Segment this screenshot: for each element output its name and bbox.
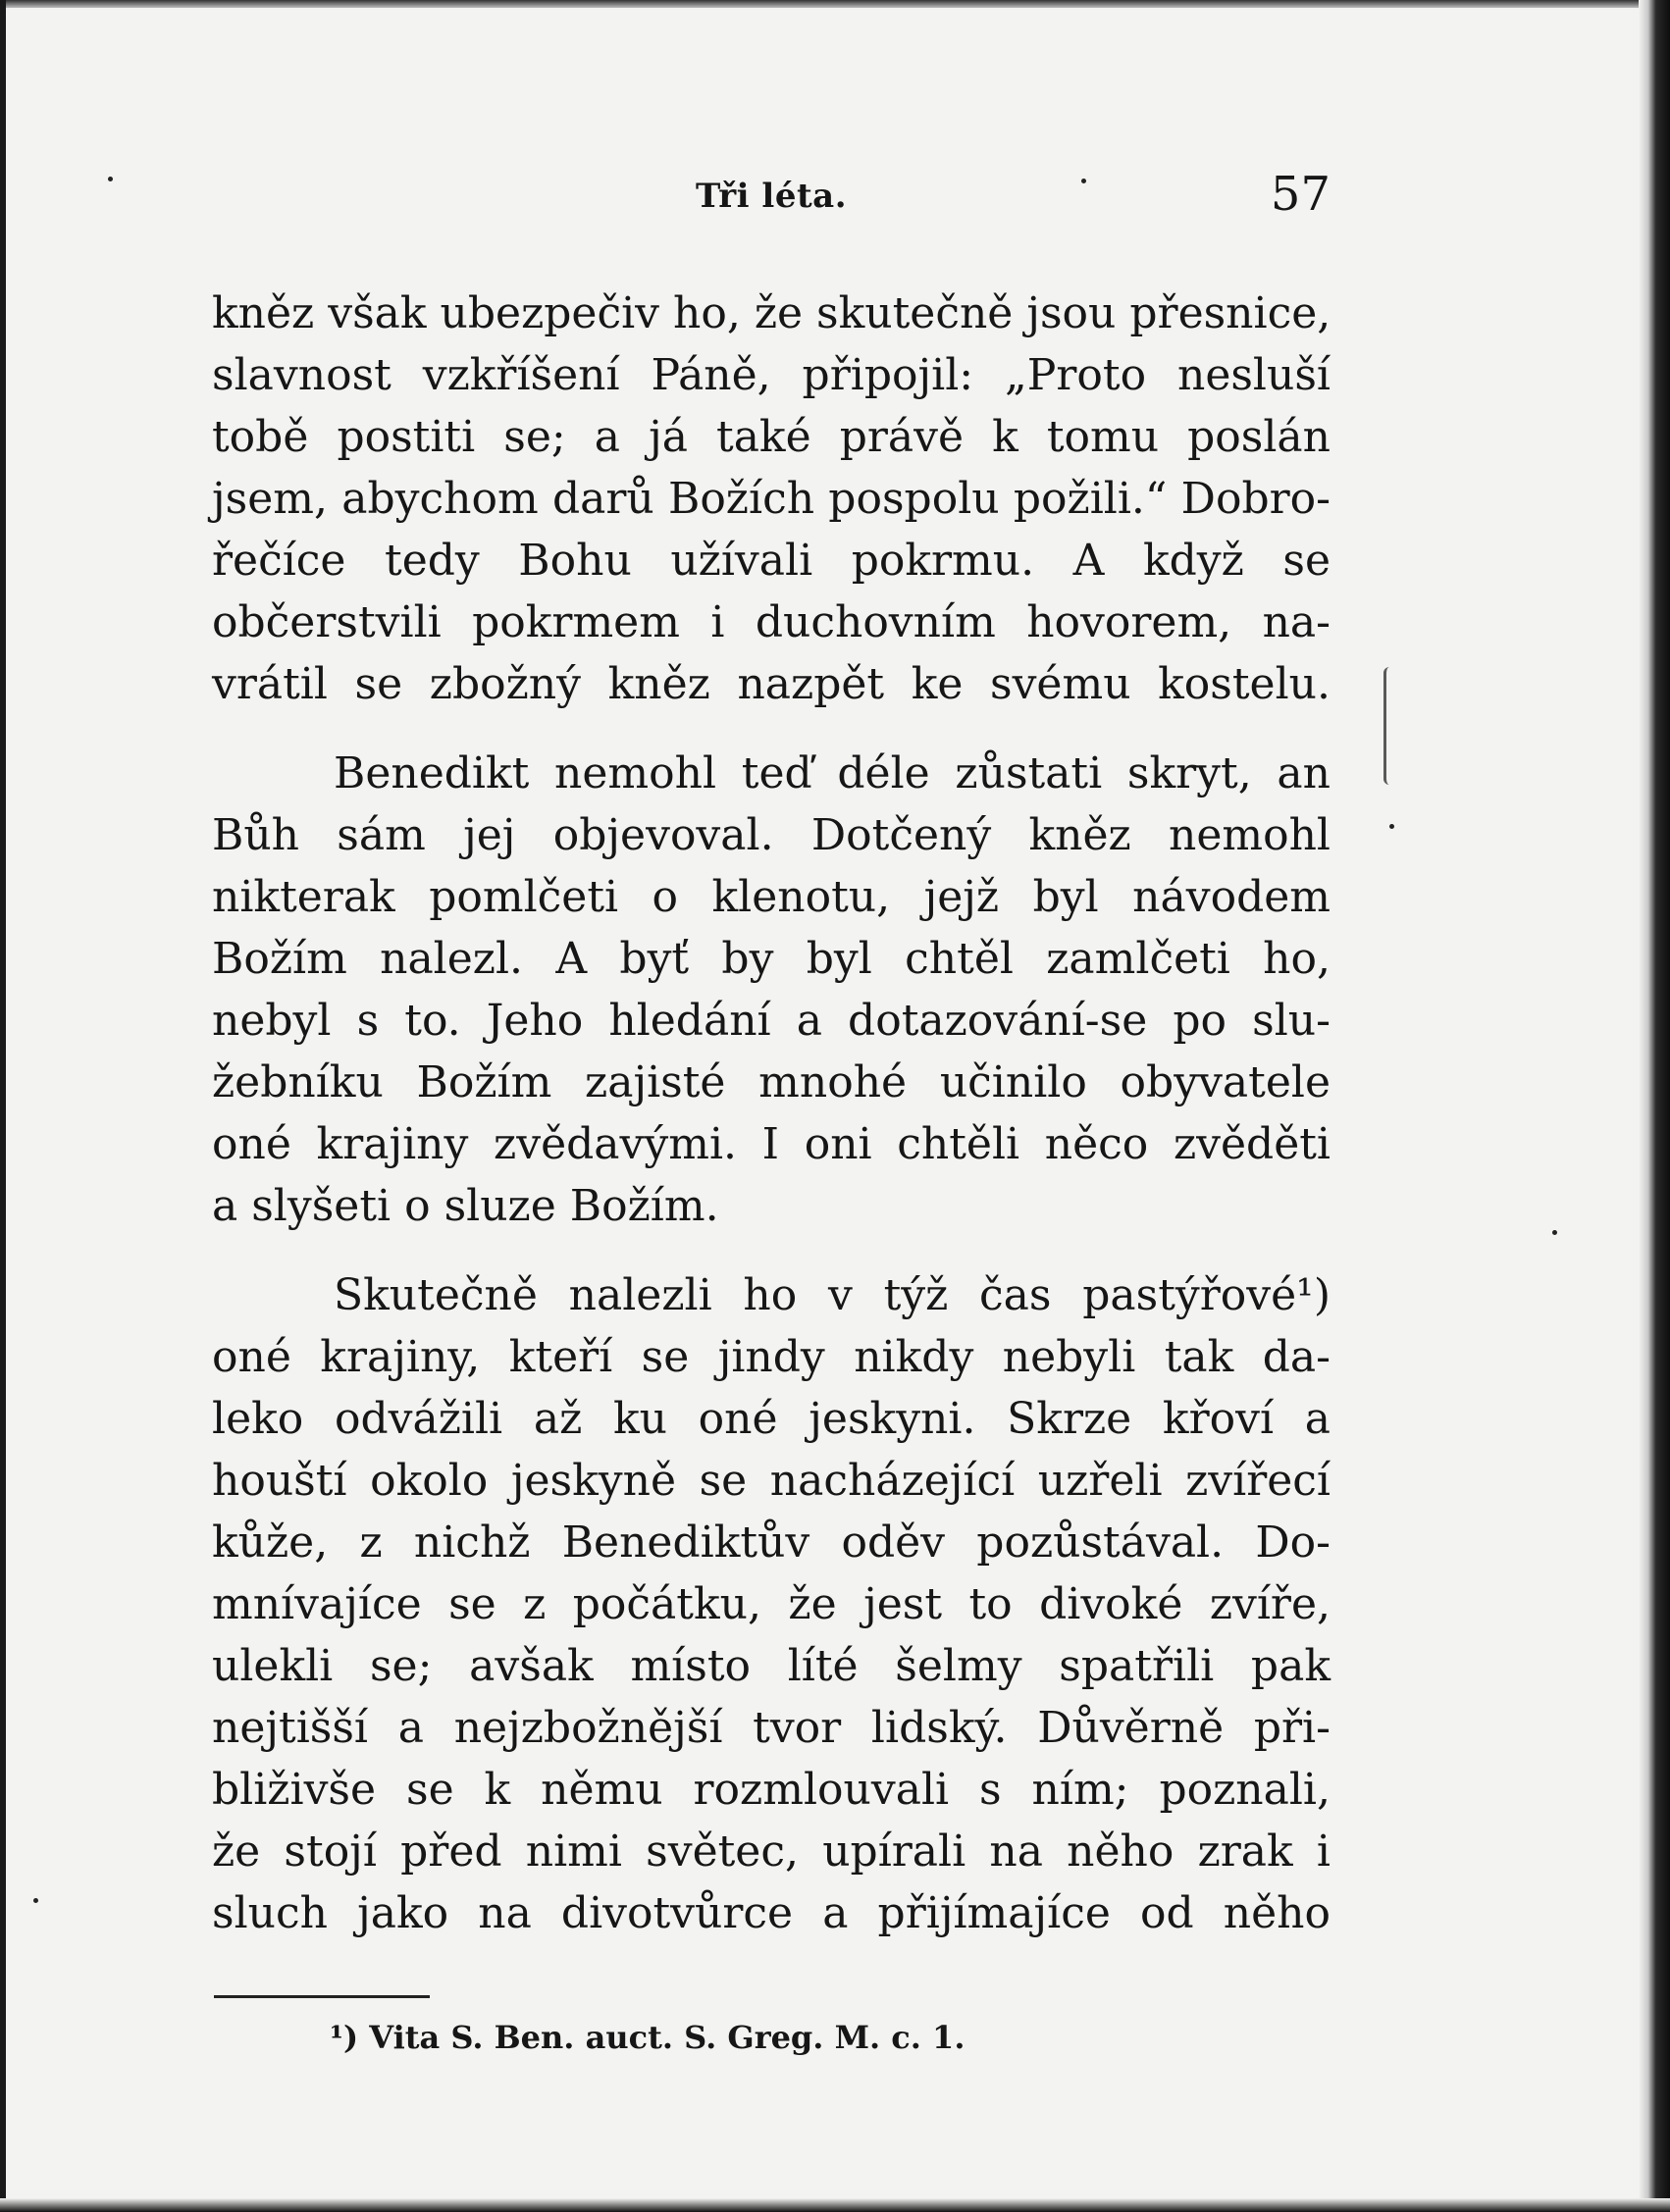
page-header bbox=[212, 167, 1331, 226]
paragraph-1 bbox=[212, 283, 1331, 715]
text-line: žebníku Božím zajisté mnohé učinilo obyvatele bbox=[212, 1057, 1331, 1107]
scan-speck bbox=[108, 177, 113, 181]
margin-bracket-mark bbox=[1383, 667, 1390, 785]
text-line: a slyšeti o sluze Božím. bbox=[212, 1181, 719, 1231]
text-line: tobě postiti se; a já také právě k tomu poslán bbox=[212, 412, 1331, 462]
footnote-rule bbox=[214, 1995, 430, 1998]
body-text bbox=[212, 283, 1331, 1944]
text-line: kněz však ubezpečiv ho, že skutečně jsou přesnice, bbox=[212, 288, 1331, 338]
text-line: řečíce tedy Bohu užívali pokrmu. A když se bbox=[212, 536, 1331, 586]
text-line: slavnost vzkříšení Páně, připojil: „Proto nesluší bbox=[212, 350, 1331, 400]
footnote bbox=[330, 2019, 965, 2056]
page-left-edge bbox=[0, 0, 6, 2212]
footnote-marker: ¹) bbox=[330, 2019, 359, 2056]
scan-speck bbox=[33, 1898, 38, 1903]
text-line: Božím nalezl. A byť by byl chtěl zamlčeti ho, bbox=[212, 934, 1331, 984]
page-top-edge bbox=[0, 0, 1670, 8]
text-line: nebyl s to. Jeho hledání a dotazování-se po slu- bbox=[212, 996, 1331, 1046]
text-line: bliživše se k němu rozmlouvali s ním; poznali, bbox=[212, 1765, 1331, 1815]
text-line: jsem, abychom darů Božích pospolu požili.“ Dobro- bbox=[212, 474, 1331, 524]
text-line: kůže, z nichž Benediktův oděv pozůstával. Do- bbox=[212, 1518, 1331, 1568]
text-line: leko odvážili až ku oné jeskyni. Skrze křoví a bbox=[212, 1394, 1331, 1444]
paragraph-3 bbox=[212, 1264, 1331, 1944]
page-bottom-edge bbox=[0, 2198, 1670, 2212]
scan-speck bbox=[1389, 824, 1394, 829]
text-line: oné krajiny, kteří se jindy nikdy nebyli tak da- bbox=[212, 1332, 1331, 1382]
text-line: mnívajíce se z počátku, že jest to divoké zvíře, bbox=[212, 1579, 1331, 1629]
paragraph-2 bbox=[212, 743, 1331, 1237]
text-line: ulekli se; avšak místo líté šelmy spatřili pak bbox=[212, 1641, 1331, 1691]
text-line: nejtišší a nejzbožnější tvor lidský. Důvěrně při- bbox=[212, 1703, 1331, 1753]
text-line: nikterak pomlčeti o klenotu, jejž byl návodem bbox=[212, 872, 1331, 922]
page-number: 57 bbox=[1270, 167, 1331, 222]
text-line: občerstvili pokrmem i duchovním hovorem, na- bbox=[212, 597, 1331, 647]
text-line: oné krajiny zvědavými. I oni chtěli něco zvěděti bbox=[212, 1119, 1331, 1169]
text-line: Skutečně nalezli ho v týž čas pastýřové¹) bbox=[334, 1270, 1331, 1320]
running-title: Tři léta. bbox=[695, 177, 848, 216]
text-line: Bůh sám jej objevoval. Dotčený kněz nemohl bbox=[212, 810, 1331, 860]
page-right-edge bbox=[1639, 0, 1670, 2212]
scan-speck bbox=[1552, 1230, 1557, 1235]
text-line: že stojí před nimi světec, upírali na něho zrak i bbox=[212, 1826, 1331, 1877]
text-line: vrátil se zbožný kněz nazpět ke svému kostelu. bbox=[212, 659, 1331, 709]
text-line: Benedikt nemohl teď déle zůstati skryt, an bbox=[334, 748, 1331, 798]
text-line: houští okolo jeskyně se nacházející uzřeli zvířecí bbox=[212, 1456, 1331, 1506]
text-line: sluch jako na divotvůrce a přijímajíce od něho bbox=[212, 1888, 1331, 1938]
footnote-text: Vita S. Ben. auct. S. Greg. M. c. 1. bbox=[369, 2019, 965, 2056]
